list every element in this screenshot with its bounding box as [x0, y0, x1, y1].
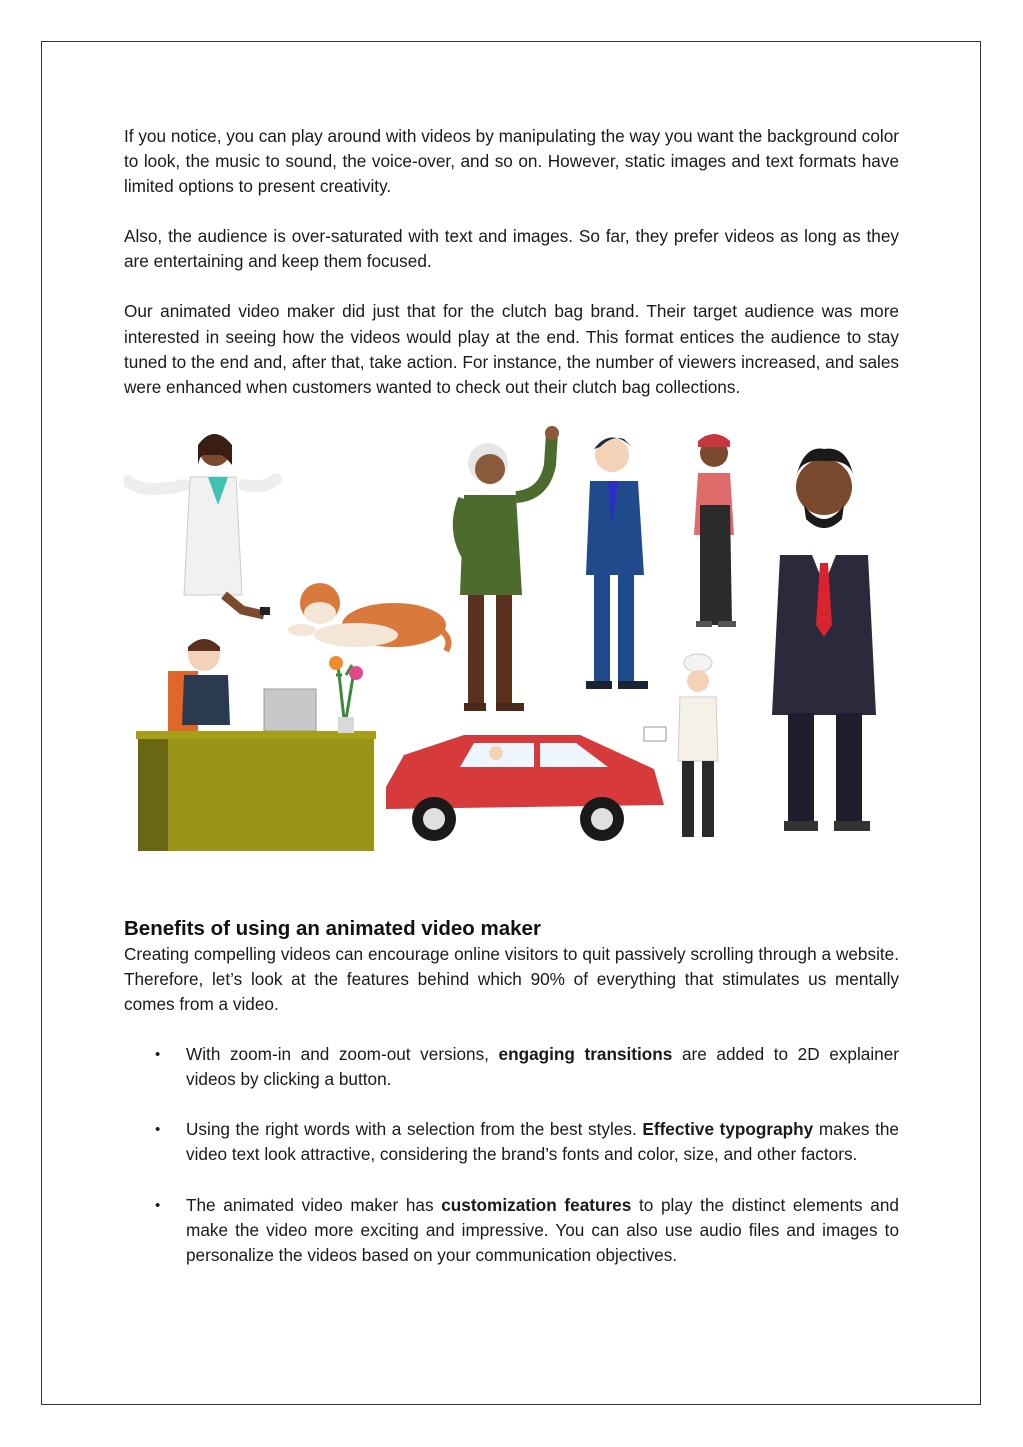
- paragraph-1: If you notice, you can play around with videos by manipulating the way you want the background color to look, the music to sound, the voice-over, and so on. However, static images and text formats have limited options to present creativity.: [124, 126, 899, 197]
- section-intro: Creating compelling videos can encourage online visitors to quit passively scrolling through a website. Therefore, let’s look at the features behind which 90% of everything that stimulates us mentally comes from a video.: [124, 943, 899, 1015]
- thinking-man-icon: [586, 437, 648, 689]
- section-heading: Benefits of using an animated video maker: [124, 916, 541, 940]
- benefits-list: [124, 1042, 899, 1268]
- characters-illustration: [124, 425, 899, 875]
- bold-term: engaging transitions: [498, 1044, 673, 1065]
- bold-term: customization features: [441, 1194, 632, 1215]
- list-item: • With zoom-in and zoom-out versions, engaging transitions are added to 2D explainer videos by clicking a button.: [155, 1044, 899, 1090]
- paragraph-2: Also, the audience is over-saturated with text and images. So far, they prefer videos as long as they are entertaining and keep them focused.: [124, 226, 899, 272]
- bullet-icon: •: [155, 1196, 161, 1214]
- list-item: • Using the right words with a selection from the best styles. Effective typography makes the video text look attractive, considering the brand’s fonts and color, size, and other factors.: [155, 1119, 899, 1165]
- dog-icon: [288, 583, 448, 651]
- bold-term: Effective typography: [642, 1119, 814, 1140]
- elderly-woman-icon: [459, 426, 559, 711]
- red-car-icon: [386, 735, 664, 841]
- worker-woman-icon: [694, 434, 736, 627]
- doctor-figure-icon: [128, 434, 276, 615]
- bullet-icon: •: [155, 1046, 161, 1064]
- flower-vase-icon: [329, 656, 363, 733]
- list-item: • The animated video maker has customization features to play the distinct elements and make the video more exciting and impressive. You can also use audio files and images to personalize the videos based on your communication objectives.: [155, 1194, 899, 1265]
- document-body: [124, 124, 899, 1293]
- paragraph-3: Our animated video maker did just that for the clutch bag brand. Their target audience was more interested in seeing how the videos would play at the end. This format entices the audience to stay tuned to the end and, after that, take action. For instance, the number of viewers increased, and sales were enhanced when customers wanted to check out their clutch bag collections.: [124, 301, 899, 397]
- bullet-icon: •: [155, 1121, 161, 1139]
- chef-icon: [644, 654, 718, 837]
- bearded-man-icon: [772, 448, 876, 830]
